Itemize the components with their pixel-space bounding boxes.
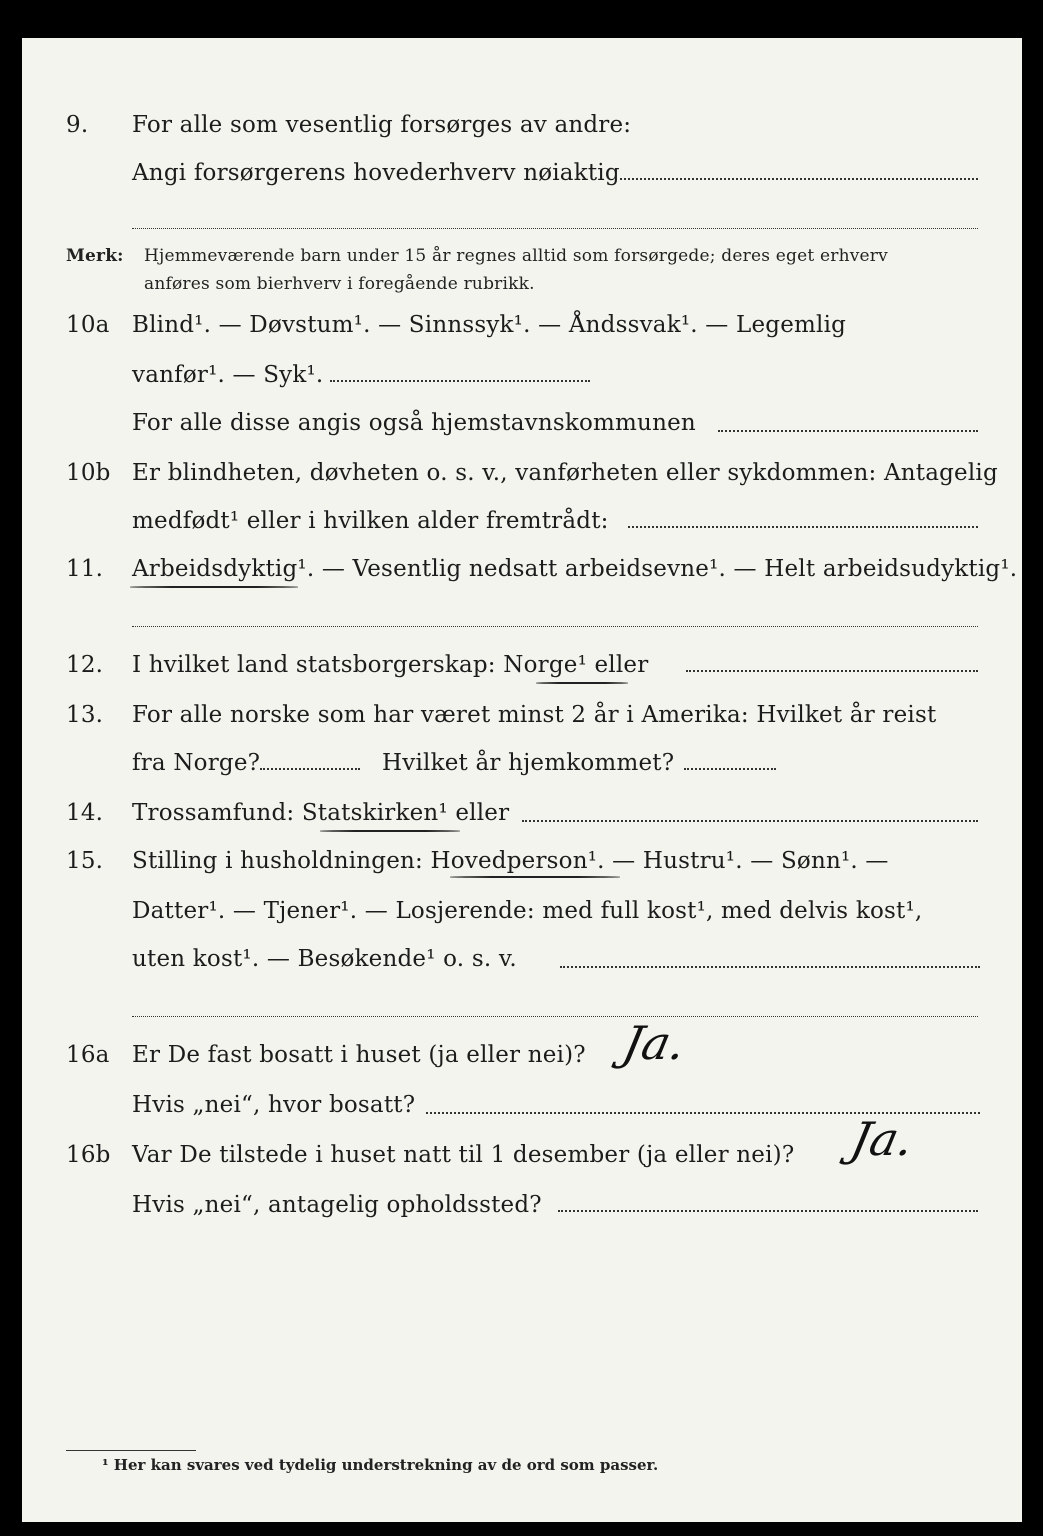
answer-line[interactable] (522, 820, 978, 822)
question-number: 11. (66, 556, 104, 582)
note-label: Merk: (66, 246, 124, 266)
question-10b-line2 (22, 504, 1022, 540)
question-text: Er De fast bosatt i huset (ja eller nei)? (132, 1042, 586, 1068)
question-10a-line3 (22, 406, 1022, 442)
question-number: 16a (66, 1042, 110, 1068)
question-text: Var De tilstede i huset natt til 1 desember (ja eller nei)? (132, 1142, 795, 1168)
note-text: Hjemmeværende barn under 15 år regnes alltid som forsørgede; deres eget erhverv (144, 246, 888, 266)
note-text: anføres som bierhverv i foregående rubrikk. (144, 274, 535, 294)
question-text: For alle norske som har været minst 2 år i Amerika: Hvilket år reist (132, 702, 937, 728)
question-11 (22, 552, 1022, 588)
answer-line[interactable] (132, 228, 978, 229)
answer-line[interactable] (330, 380, 590, 382)
question-number: 12. (66, 652, 104, 678)
answer-line-return-year[interactable] (684, 768, 776, 770)
question-text: Hvilket år hjemkommet? (382, 750, 675, 776)
answer-line[interactable] (620, 178, 978, 180)
question-10a (22, 308, 1022, 344)
question-text: For alle som vesentlig forsørges av andre: (132, 112, 632, 138)
underline-mark (320, 830, 460, 832)
question-16b-line2 (22, 1188, 1022, 1224)
question-text: medfødt¹ eller i hvilken alder fremtrådt: (132, 508, 609, 534)
handwritten-answer: Ja. (618, 1016, 691, 1070)
note-merk-line2 (22, 270, 1022, 306)
question-9 (22, 108, 1022, 144)
handwritten-answer: Ja. (846, 1112, 919, 1166)
answer-line[interactable] (132, 626, 978, 627)
question-15 (22, 844, 1022, 880)
question-text: Er blindheten, døvheten o. s. v., vanførheten eller sykdommen: Antagelig (132, 460, 998, 486)
question-number: 14. (66, 800, 104, 826)
question-text: Blind¹. — Døvstum¹. — Sinnssyk¹. — Åndssvak¹. — Legemlig (132, 312, 847, 338)
question-text: fra Norge? (132, 750, 261, 776)
underline-mark (536, 682, 628, 684)
census-form-page (22, 38, 1022, 1522)
question-16a (22, 1016, 1022, 1074)
question-12 (22, 648, 1022, 684)
question-15-line2 (22, 894, 1022, 930)
answer-line[interactable] (560, 966, 980, 968)
question-text: Angi forsørgerens hovederhverv nøiaktig (132, 160, 620, 186)
question-text: For alle disse angis også hjemstavnskommunen (132, 410, 696, 436)
question-16b (22, 1112, 1022, 1174)
question-9-line2 (22, 156, 1022, 192)
question-text: I hvilket land statsborgerskap: Norge¹ eller (132, 652, 649, 678)
question-10a-line2 (22, 358, 1022, 394)
footnote: ¹ Her kan svares ved tydelig understrekning av de ord som passer. (102, 1456, 659, 1474)
underline-mark (450, 876, 620, 878)
question-number: 16b (66, 1142, 111, 1168)
question-text: Arbeidsdyktig¹. — Vesentlig nedsatt arbeidsevne¹. — Helt arbeidsudyktig¹. (132, 556, 1018, 582)
question-number: 9. (66, 112, 89, 138)
answer-line-departure-year[interactable] (260, 768, 360, 770)
question-text: Datter¹. — Tjener¹. — Losjerende: med full kost¹, med delvis kost¹, (132, 898, 923, 924)
underline-mark (130, 586, 298, 588)
question-10b (22, 456, 1022, 492)
question-text: Trossamfund: Statskirken¹ eller (132, 800, 510, 826)
question-14 (22, 796, 1022, 832)
question-13-line2 (22, 746, 1022, 782)
question-number: 10a (66, 312, 110, 338)
footnote-rule (66, 1450, 196, 1451)
question-13 (22, 698, 1022, 734)
answer-line[interactable] (718, 430, 978, 432)
question-number: 13. (66, 702, 104, 728)
question-text: vanfør¹. — Syk¹. (132, 362, 324, 388)
answer-line[interactable] (558, 1210, 978, 1212)
answer-line[interactable] (132, 1016, 978, 1017)
question-15-line3 (22, 942, 1022, 978)
question-number: 15. (66, 848, 104, 874)
question-text: uten kost¹. — Besøkende¹ o. s. v. (132, 946, 517, 972)
answer-line[interactable] (628, 526, 978, 528)
answer-line[interactable] (686, 670, 978, 672)
question-text: Hvis „nei“, hvor bosatt? (132, 1092, 416, 1118)
question-number: 10b (66, 460, 111, 486)
question-text: Hvis „nei“, antagelig opholdssted? (132, 1192, 542, 1218)
question-text: Stilling i husholdningen: Hovedperson¹. — Hustru¹. — Sønn¹. — (132, 848, 889, 874)
